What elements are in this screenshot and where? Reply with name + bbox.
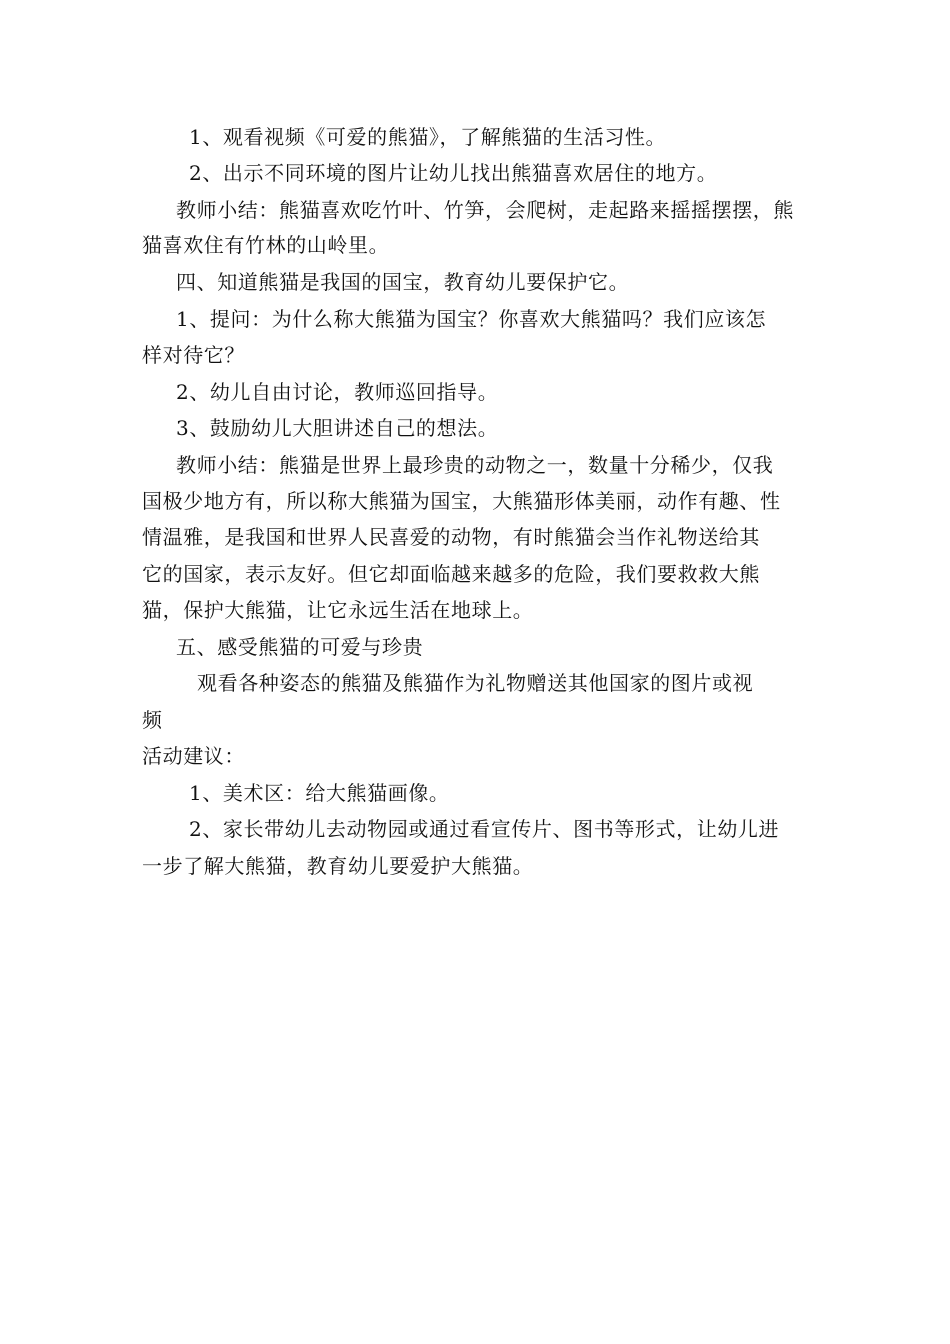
text-line: 观看各种姿态的熊猫及熊猫作为礼物赠送其他国家的图片或视	[197, 671, 754, 695]
section-heading: 五、感受熊猫的可爱与珍贵	[176, 635, 424, 659]
text-line: 情温雅，是我国和世界人民喜爱的动物，有时熊猫会当作礼物送给其	[142, 525, 760, 549]
section-heading: 四、知道熊猫是我国的国宝，教育幼儿要保护它。	[176, 270, 630, 294]
text-line: 1、观看视频《可爱的熊猫》，了解熊猫的生活习性。	[189, 125, 667, 149]
text-line: 2、出示不同环境的图片让幼儿找出熊猫喜欢居住的地方。	[189, 161, 718, 185]
text-line: 教师小结：熊猫是世界上最珍贵的动物之一，数量十分稀少，仅我	[176, 453, 774, 477]
text-line: 它的国家，表示友好。但它却面临越来越多的危险，我们要救救大熊	[142, 562, 760, 586]
text-line: 一步了解大熊猫，教育幼儿要爱护大熊猫。	[142, 854, 534, 878]
text-line: 国极少地方有，所以称大熊猫为国宝，大熊猫形体美丽，动作有趣、性	[142, 489, 781, 513]
text-line: 频	[142, 708, 163, 732]
text-line: 1、美术区：给大熊猫画像。	[189, 781, 450, 805]
text-line: 猫，保护大熊猫，让它永远生活在地球上。	[142, 598, 534, 622]
text-line: 2、幼儿自由讨论，教师巡回指导。	[176, 380, 499, 404]
text-line: 猫喜欢住有竹林的山岭里。	[142, 233, 390, 257]
text-line: 1、提问：为什么称大熊猫为国宝？你喜欢大熊猫吗？我们应该怎	[176, 307, 767, 331]
section-heading: 活动建议：	[142, 744, 245, 768]
text-line: 教师小结：熊猫喜欢吃竹叶、竹笋，会爬树，走起路来摇摇摆摆，熊	[176, 198, 794, 222]
text-line: 3、鼓励幼儿大胆讲述自己的想法。	[176, 416, 499, 440]
text-line: 样对待它？	[142, 343, 245, 367]
text-line: 2、家长带幼儿去动物园或通过看宣传片、图书等形式，让幼儿进	[189, 817, 780, 841]
